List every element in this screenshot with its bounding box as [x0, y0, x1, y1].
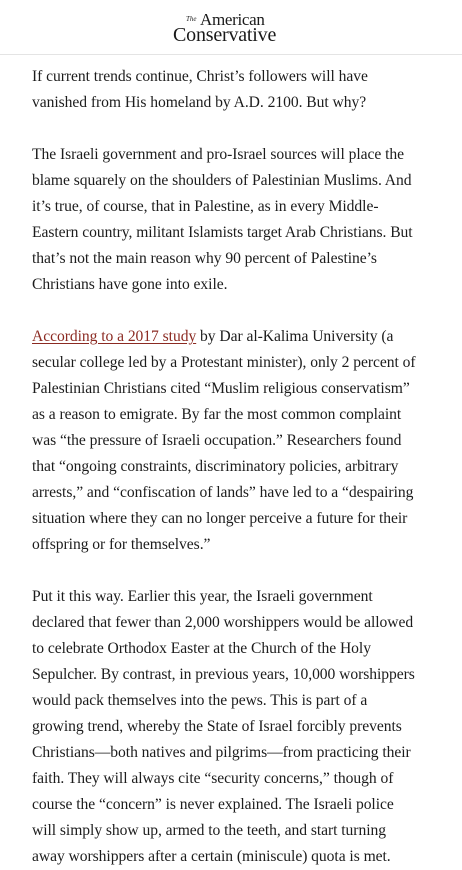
text-line: growing trend, whereby the State of Israel forcibly prevents — [32, 718, 402, 735]
article-body — [32, 64, 436, 870]
text-line: offspring or for themselves.” — [32, 536, 211, 553]
text-line — [32, 324, 436, 350]
text-line: was “the pressure of Israeli occupation.” Researchers found — [32, 432, 402, 449]
text-line: Christians—both natives and pilgrims—from practicing their — [32, 744, 411, 761]
text-line: Christians have gone into exile. — [32, 276, 228, 293]
paragraph-4 — [32, 584, 436, 870]
text-line: to celebrate Orthodox Easter at the Church of the Holy — [32, 640, 371, 657]
site-logo[interactable] — [172, 10, 290, 44]
text-line: declared that fewer than 2,000 worshippers would be allowed — [32, 614, 414, 631]
text-line: would pack themselves into the pews. This is part of a — [32, 692, 368, 709]
text-line: Eastern country, militant Islamists target Arab Christians. But — [32, 224, 413, 241]
text-line: it’s true, of course, that in Palestine, as in every Middle- — [32, 198, 379, 215]
text-line: blame squarely on the shoulders of Palestinian Muslims. And — [32, 172, 412, 189]
text-line: as a reason to emigrate. By far the most common complaint — [32, 406, 402, 423]
paragraph-1 — [32, 64, 436, 116]
text-line: secular college led by a Protestant minister), only 2 percent of — [32, 354, 416, 371]
site-header — [0, 0, 462, 55]
text-line: vanished from His homeland by A.D. 2100. But why? — [32, 94, 367, 111]
text-line: away worshippers after a certain (miniscule) quota is met. — [32, 848, 391, 865]
text-line: Palestinian Christians cited “Muslim religious conservatism” — [32, 380, 410, 397]
logo-conservative: Conservative — [173, 24, 277, 46]
text-line: If current trends continue, Christ’s followers will have — [32, 68, 368, 85]
logo-american: American — [200, 10, 265, 29]
logo-the: The — [186, 15, 197, 23]
text-line: The Israeli government and pro-Israel sources will place the — [32, 146, 404, 163]
paragraph-3 — [32, 324, 436, 558]
text-line: Sepulcher. By contrast, in previous years, 10,000 worshippers — [32, 666, 415, 683]
text-line: faith. They will always cite “security concerns,” though of — [32, 770, 394, 787]
text-line: that’s not the main reason why 90 percent of Palestine’s — [32, 250, 377, 267]
text-line: Put it this way. Earlier this year, the Israeli government — [32, 588, 373, 605]
text-fragment: by Dar al-Kalima University (a — [196, 328, 394, 345]
text-line: that “ongoing constraints, discriminatory policies, arbitrary — [32, 458, 399, 475]
text-line: situation where they can no longer perceive a future for their — [32, 510, 408, 527]
text-line: course the “concern” is never explained. The Israeli police — [32, 796, 394, 813]
text-line: will simply show up, armed to the teeth, and start turning — [32, 822, 386, 839]
study-link[interactable]: According to a 2017 study — [32, 328, 197, 345]
text-line: arrests,” and “confiscation of lands” have led to a “despairing — [32, 484, 414, 501]
paragraph-2 — [32, 142, 436, 298]
